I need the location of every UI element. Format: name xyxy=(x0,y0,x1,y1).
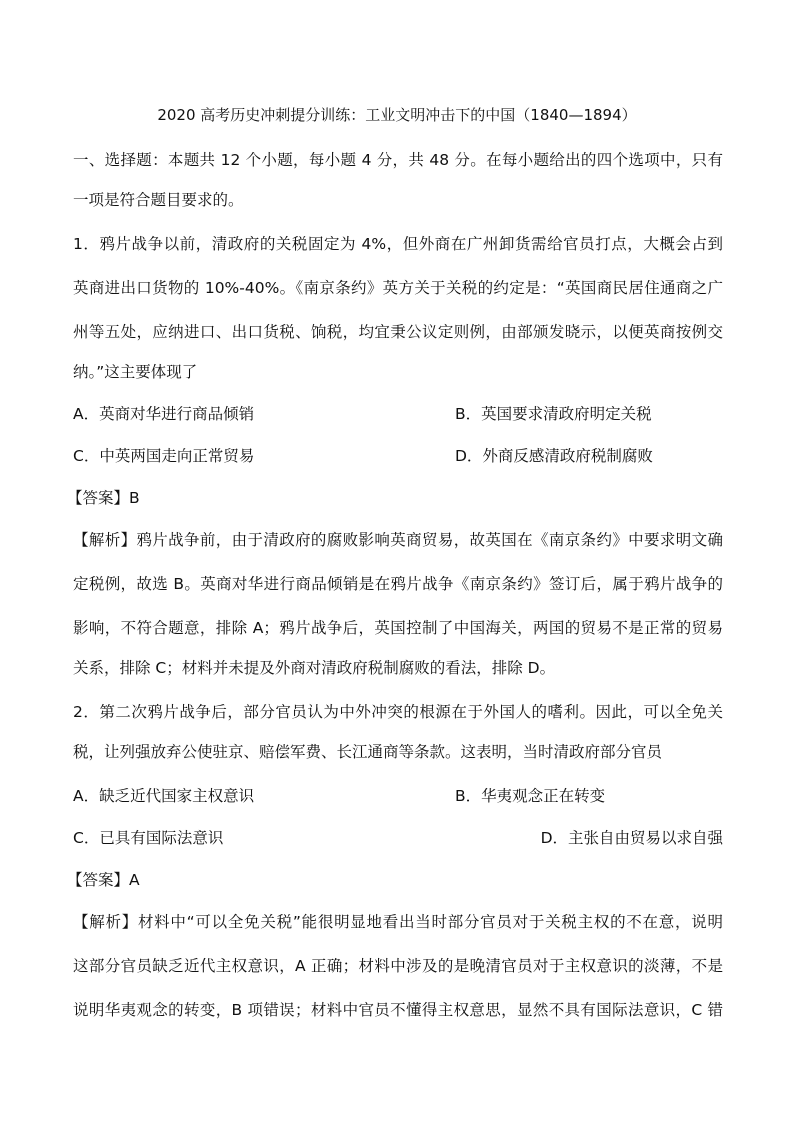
q1-options-row-2 xyxy=(73,444,723,468)
q1-options-row-1 xyxy=(73,402,723,426)
q2-option-a: A．缺乏近代国家主权意识 xyxy=(73,787,255,805)
q1-analysis-line-1: 【解析】鸦片战争前，由于清政府的腐败影响英商贸易，故英国在《南京条约》中要求明文确 xyxy=(73,531,723,549)
q1-option-d: D．外商反感清政府税制腐败 xyxy=(455,447,653,465)
q1-stem-line-4: 纳。”这主要体现了 xyxy=(73,363,198,381)
q2-analysis-line-2: 这部分官员缺乏近代主权意识，A 正确；材料中涉及的是晚清官员对于主权意识的淡薄，不是 xyxy=(73,957,723,975)
q1-option-b: B．英国要求清政府明定关税 xyxy=(455,405,652,423)
section-instruction-line-1: 一、选择题：本题共 12 个小题，每小题 4 分，共 48 分。在每小题给出的四个选项中，只有 xyxy=(73,151,723,169)
q2-option-b: B．华夷观念正在转变 xyxy=(455,787,606,805)
q2-option-d: D．主张自由贸易以求自强 xyxy=(540,829,723,847)
q1-analysis-line-4: 关系，排除 C；材料并未提及外商对清政府税制腐败的看法，排除 D。 xyxy=(73,659,556,677)
q1-option-c: C．中英两国走向正常贸易 xyxy=(73,447,255,465)
q2-stem-line-1: 2．第二次鸦片战争后，部分官员认为中外冲突的根源在于外国人的嗜利。因此，可以全免关 xyxy=(73,703,723,721)
q2-options-row-1 xyxy=(73,784,723,808)
q1-answer: 【答案】B xyxy=(67,489,140,507)
q1-stem-line-1: 1．鸦片战争以前，清政府的关税固定为 4%，但外商在广州卸货需给官员打点，大概会占到 xyxy=(73,235,723,253)
q2-answer: 【答案】A xyxy=(67,871,140,889)
section-instruction-line-2: 一项是符合题目要求的。 xyxy=(73,191,244,209)
q1-stem-line-2: 英商进出口货物的 10%-40%。《南京条约》英方关于关税的约定是：“英国商民居住通商之广 xyxy=(73,279,723,297)
q1-analysis-line-3: 影响，不符合题意，排除 A；鸦片战争后，英国控制了中国海关，两国的贸易不是正常的贸易 xyxy=(73,619,723,637)
document-title: 2020 高考历史冲刺提分训练：工业文明冲击下的中国（1840—1894） xyxy=(157,106,637,124)
q2-option-c: C．已具有国际法意识 xyxy=(73,829,224,847)
q2-analysis-line-3: 说明华夷观念的转变，B 项错误；材料中官员不懂得主权意思，显然不具有国际法意识，C 错 xyxy=(73,1001,723,1019)
q1-option-a: A．英商对华进行商品倾销 xyxy=(73,405,255,423)
q2-options-row-2 xyxy=(73,826,723,850)
q1-stem-line-3: 州等五处，应纳进口、出口货税、饷税，均宜秉公议定则例，由部颁发晓示，以便英商按例交 xyxy=(73,323,723,341)
q2-stem-line-2: 税，让列强放弃公使驻京、赔偿军费、长江通商等条款。这表明，当时清政府部分官员 xyxy=(73,743,663,761)
q2-analysis-line-1: 【解析】材料中“可以全免关税”能很明显地看出当时部分官员对于关税主权的不在意，说明 xyxy=(73,913,723,931)
q1-analysis-line-2: 定税例，故选 B。英商对华进行商品倾销是在鸦片战争《南京条约》签订后，属于鸦片战争的 xyxy=(73,575,723,593)
